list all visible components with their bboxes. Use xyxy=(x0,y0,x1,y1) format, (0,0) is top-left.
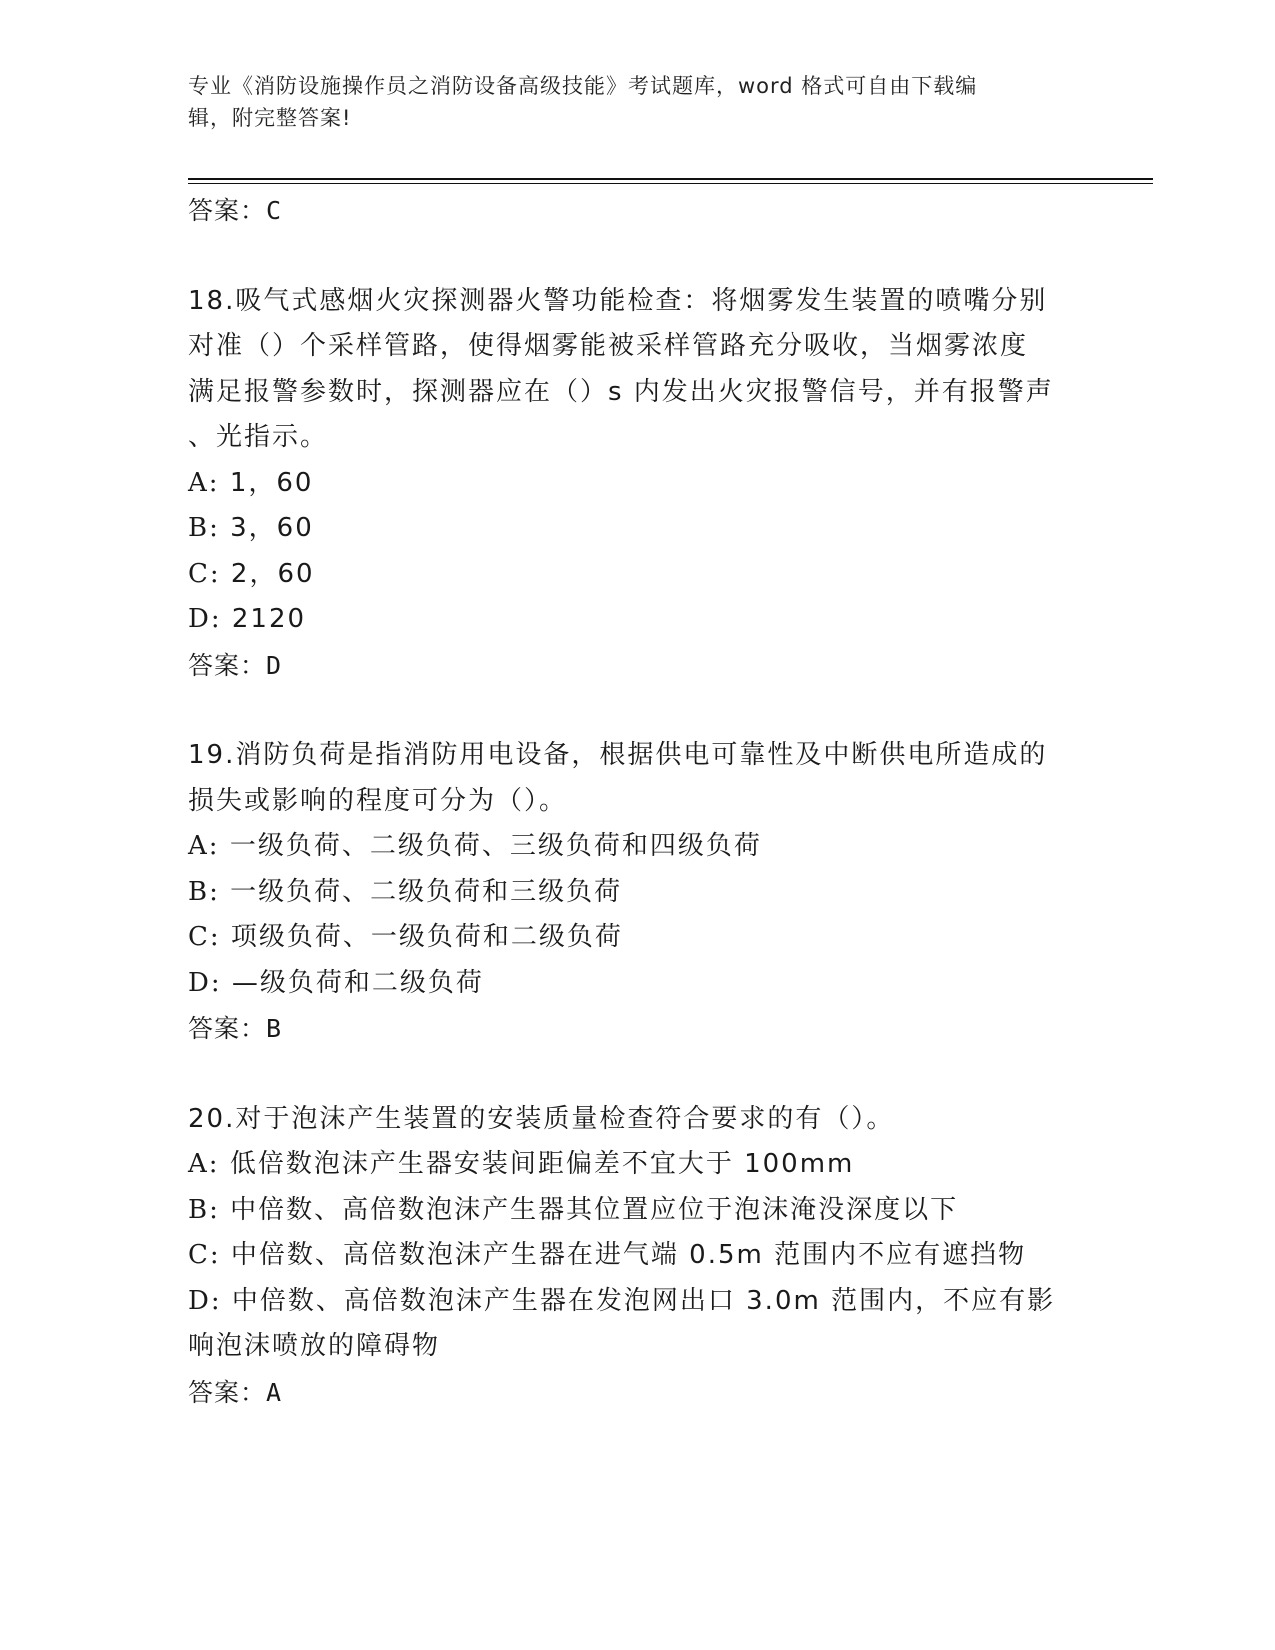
option-a xyxy=(188,1142,1088,1188)
option-text: 3，60 xyxy=(230,513,314,543)
option-label: C: xyxy=(188,1240,221,1270)
option-text: —级负荷和二级负荷 xyxy=(231,967,484,998)
header-divider-thin xyxy=(188,183,1153,184)
question-text-line: 19.消防负荷是指消防用电设备，根据供电可靠性及中断供电所造成的 xyxy=(188,740,1048,770)
question-text-line: 满足报警参数时，探测器应在（）s 内发出火灾报警信号，并有报警声 xyxy=(188,376,1054,407)
option-text: 1，60 xyxy=(229,467,314,498)
question-text-line: 、光指示。 xyxy=(188,422,329,452)
answer xyxy=(188,1006,1088,1052)
option-b xyxy=(188,506,1088,552)
option-label: D: xyxy=(188,1285,222,1316)
option-c xyxy=(188,552,1088,598)
option-a xyxy=(188,824,1088,870)
answer xyxy=(188,643,1088,689)
option-text-continuation: 响泡沫喷放的障碍物 xyxy=(188,1331,441,1361)
option-d xyxy=(188,1279,1088,1325)
question-19 xyxy=(188,733,1088,1052)
question-text-line: 损失或影响的程度可分为（）。 xyxy=(188,785,568,816)
header-line: 辑，附完整答案! xyxy=(188,106,352,130)
option-label: D: xyxy=(188,604,222,634)
option-label: A: xyxy=(188,831,220,861)
question-20 xyxy=(188,1097,1088,1416)
option-label: B: xyxy=(188,876,220,907)
answer-label: 答案： xyxy=(188,1014,267,1043)
answer-value: D xyxy=(266,650,283,680)
option-text: 中倍数、高倍数泡沫产生器其位置应位于泡沫淹没深度以下 xyxy=(230,1194,959,1225)
option-text: 2120 xyxy=(231,604,307,634)
answer-label: 答案： xyxy=(188,1377,267,1407)
option-label: A: xyxy=(188,467,220,498)
question-18 xyxy=(188,279,1088,689)
option-label: C: xyxy=(188,558,221,589)
document-body xyxy=(188,188,1088,1415)
option-b xyxy=(188,1188,1088,1234)
answer-value: C xyxy=(266,196,283,225)
option-d xyxy=(188,597,1088,643)
option-text: 一级负荷、二级负荷、三级负荷和四级负荷 xyxy=(229,831,762,861)
option-c xyxy=(188,1233,1088,1279)
option-a xyxy=(188,461,1088,507)
question-text-line: 对准（）个采样管路，使得烟雾能被采样管路充分吸收，当烟雾浓度 xyxy=(188,331,1029,361)
option-label: A: xyxy=(188,1149,220,1179)
answer-label: 答案： xyxy=(188,196,267,225)
option-b xyxy=(188,870,1088,916)
option-text: 项级负荷、一级负荷和二级负荷 xyxy=(230,922,623,952)
option-text: 低倍数泡沫产生器安装间距偏差不宜大于 100mm xyxy=(229,1149,855,1179)
previous-answer xyxy=(188,188,1088,234)
option-label: B: xyxy=(188,1194,220,1225)
answer-value: A xyxy=(266,1377,283,1407)
option-text: 中倍数、高倍数泡沫产生器在发泡网出口 3.0m 范围内，不应有影 xyxy=(231,1285,1056,1316)
header-divider-thick xyxy=(188,178,1153,180)
question-text-line: 20.对于泡沫产生装置的安装质量检查符合要求的有（）。 xyxy=(188,1103,895,1134)
answer-label: 答案： xyxy=(188,650,267,680)
option-label: C: xyxy=(188,922,221,952)
option-d xyxy=(188,961,1088,1007)
answer-value: B xyxy=(266,1014,283,1043)
option-text: 一级负荷、二级负荷和三级负荷 xyxy=(230,876,623,907)
header-line: 专业《消防设施操作员之消防设备高级技能》考试题库，word 格式可自由下载编 xyxy=(188,74,978,98)
option-label: B: xyxy=(188,513,220,543)
option-c xyxy=(188,915,1088,961)
option-label: D: xyxy=(188,967,222,998)
option-text: 2，60 xyxy=(230,558,315,589)
question-text-line: 18.吸气式感烟火灾探测器火警功能检查：将烟雾发生装置的喷嘴分别 xyxy=(188,285,1048,316)
document-header xyxy=(188,70,1088,134)
option-text: 中倍数、高倍数泡沫产生器在进气端 0.5m 范围内不应有遮挡物 xyxy=(230,1240,1027,1270)
answer xyxy=(188,1370,1088,1416)
